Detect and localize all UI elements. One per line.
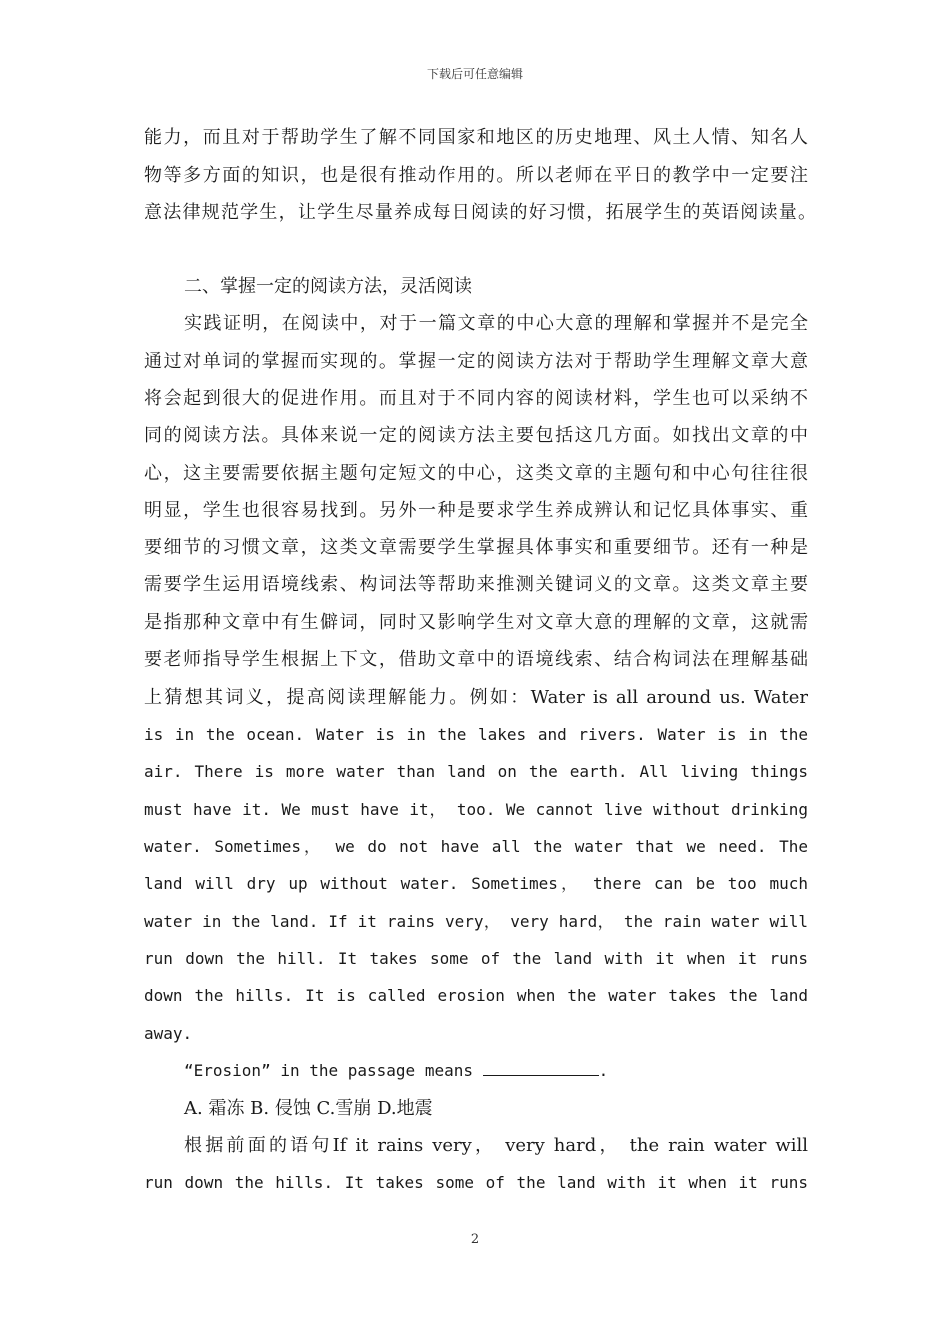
paragraph-line: 心，这主要需要依据主题句定短文的中心，这类文章的主题句和中心句往往很 <box>144 463 808 484</box>
question-period: . <box>598 1061 609 1080</box>
paragraph-line: 要老师指导学生根据上下文，借助文章中的语境线索、结合构词法在理解基础 <box>144 649 808 670</box>
paragraph-line: 同的阅读方法。具体来说一定的阅读方法主要包括这几方面。如找出文章的中 <box>144 425 808 446</box>
english-passage-line: air. There is more water than land on the earth. All living things <box>144 762 808 781</box>
answer-options: A. 霜冻 B. 侵蚀 C.雪崩 D.地震 <box>184 1098 433 1119</box>
explanation-line: 根据前面的语句If it rains very， very hard， the rain water will <box>184 1135 808 1156</box>
paragraph-line: 能力，而且对于帮助学生了解不同国家和地区的历史地理、风土人情、知名人 <box>144 127 808 148</box>
explanation-line: run down the hills. It takes some of the land with it when it runs <box>144 1173 808 1192</box>
english-passage-line: down the hills. It is called erosion when the water takes the land <box>144 986 808 1005</box>
answer-blank <box>483 1059 599 1076</box>
english-passage-line: must have it. We must have it， too. We cannot live without drinking <box>144 800 808 819</box>
paragraph-line: 明显，学生也很容易找到。另外一种是要求学生养成辨认和记忆具体事实、重 <box>144 500 808 521</box>
english-passage-line: water in the land. If it rains very， very hard， the rain water will <box>144 912 808 931</box>
english-passage-line: run down the hill. It takes some of the land with it when it runs <box>144 949 808 968</box>
paragraph-line: 是指那种文章中有生僻词，同时又影响学生对文章大意的理解的文章，这就需 <box>144 612 808 633</box>
question-text: “Erosion” in the passage means <box>184 1061 473 1080</box>
paragraph-line: 通过对单词的掌握而实现的。掌握一定的阅读方法对于帮助学生理解文章大意 <box>144 351 808 372</box>
page-header: 下载后可任意编辑 <box>426 67 523 81</box>
paragraph-line: 要细节的习惯文章，这类文章需要学生掌握具体事实和重要细节。还有一种是 <box>144 537 808 558</box>
section-heading: 二、掌握一定的阅读方法，灵活阅读 <box>184 276 472 297</box>
paragraph-line: 意法律规范学生，让学生尽量养成每日阅读的好习惯，拓展学生的英语阅读量。 <box>144 202 816 223</box>
english-passage-line: water. Sometimes， we do not have all the water that we need. The <box>144 837 808 856</box>
paragraph-line: 实践证明，在阅读中，对于一篇文章的中心大意的理解和掌握并不是完全 <box>184 313 808 334</box>
english-passage-line: is in the ocean. Water is in the lakes and rivers. Water is in the <box>144 725 808 744</box>
english-passage-line: land will dry up without water. Sometimes， there can be too much <box>144 874 808 893</box>
page-number: 2 <box>470 1232 480 1247</box>
paragraph-line: 将会起到很大的促进作用。而且对于不同内容的阅读材料，学生也可以采纳不 <box>144 388 808 409</box>
paragraph-line: 需要学生运用语境线索、构词法等帮助来推测关键词义的文章。这类文章主要 <box>144 574 808 595</box>
paragraph-line: 上猜想其词义，提高阅读理解能力。例如：Water is all around us. Water <box>144 687 808 708</box>
question-line <box>184 1059 608 1083</box>
english-passage-line: away. <box>144 1024 193 1043</box>
paragraph-line: 物等多方面的知识，也是很有推动作用的。所以老师在平日的教学中一定要注 <box>144 165 808 186</box>
